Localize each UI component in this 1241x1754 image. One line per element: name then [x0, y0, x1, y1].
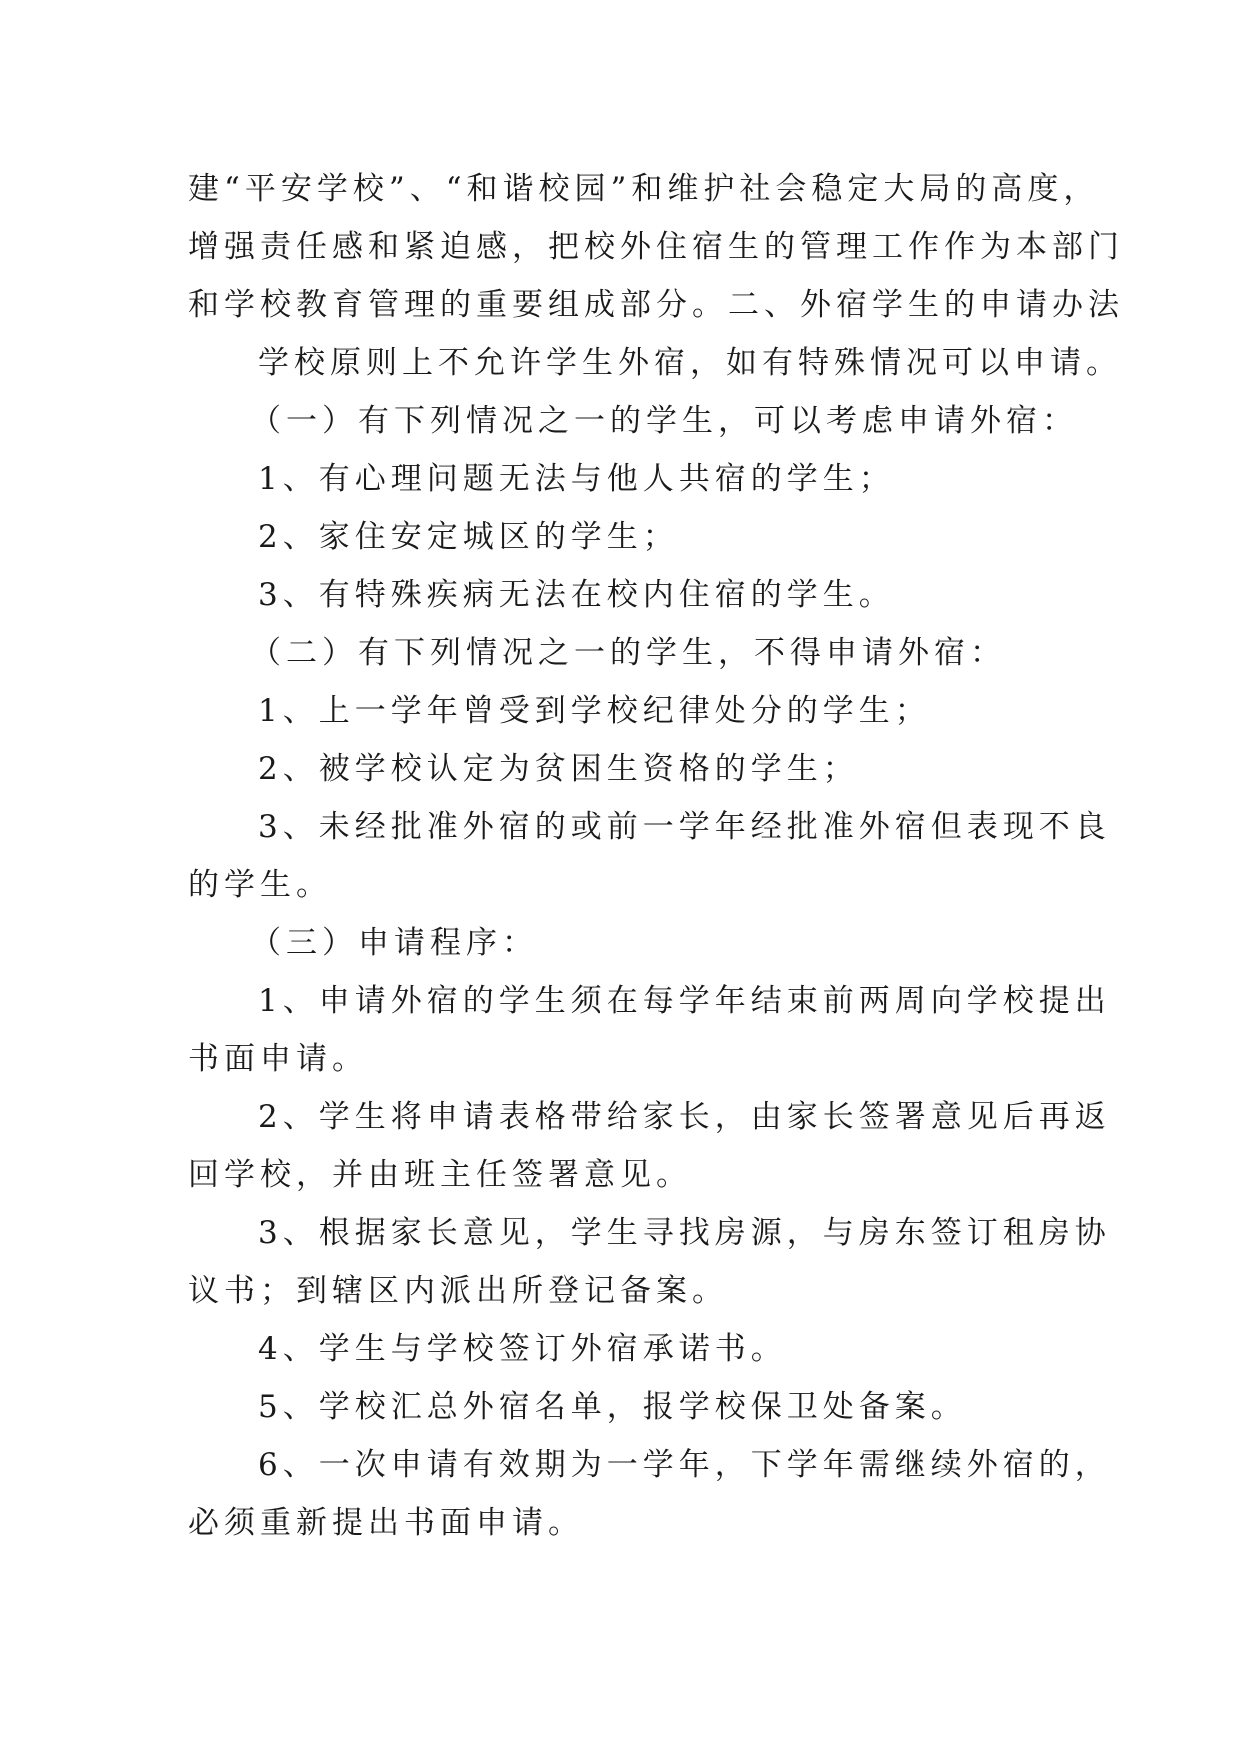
- list-item: 2、家住安定城区的学生；: [258, 519, 679, 555]
- list-item: 5、学校汇总外宿名单，报学校保卫处备案。: [258, 1389, 967, 1425]
- list-item: 3、根据家长意见，学生寻找房源，与房东签订租房协: [258, 1215, 1111, 1251]
- list-item: 2、学生将申请表格带给家长，由家长签署意见后再返: [258, 1099, 1111, 1135]
- list-item: 3、未经批准外宿的或前一学年经批准外宿但表现不良: [258, 809, 1111, 845]
- list-item-continuation: 议书；到辖区内派出所登记备案。: [188, 1273, 728, 1309]
- paragraph-line: 增强责任感和紧迫感，把校外住宿生的管理工作作为本部门: [188, 229, 1124, 265]
- list-item-continuation: 书面申请。: [188, 1041, 368, 1077]
- list-item: 2、被学校认定为贫困生资格的学生；: [258, 751, 859, 787]
- paragraph-line: 建“平安学校”、“和谐校园”和维护社会稳定大局的高度，: [188, 171, 1100, 207]
- section-heading: （三）申请程序：: [250, 925, 538, 961]
- list-item: 1、有心理问题无法与他人共宿的学生；: [258, 461, 895, 497]
- list-item: 1、上一学年曾受到学校纪律处分的学生；: [258, 693, 931, 729]
- list-item: 3、有特殊疾病无法在校内住宿的学生。: [258, 577, 895, 613]
- list-item-continuation: 回学校，并由班主任签署意见。: [188, 1157, 692, 1193]
- paragraph-line: 学校原则上不允许学生外宿，如有特殊情况可以申请。: [258, 345, 1122, 381]
- list-item: 1、申请外宿的学生须在每学年结束前两周向学校提出: [258, 983, 1111, 1019]
- paragraph-line: 和学校教育管理的重要组成部分。二、外宿学生的申请办法: [188, 287, 1124, 323]
- list-item-continuation: 的学生。: [188, 867, 332, 903]
- list-item: 4、学生与学校签订外宿承诺书。: [258, 1331, 787, 1367]
- document-body: [188, 160, 1124, 1552]
- list-item-continuation: 必须重新提出书面申请。: [188, 1505, 584, 1541]
- list-item: 6、一次申请有效期为一学年，下学年需继续外宿的，: [258, 1447, 1111, 1483]
- section-heading: （一）有下列情况之一的学生，可以考虑申请外宿：: [250, 403, 1078, 439]
- section-heading: （二）有下列情况之一的学生，不得申请外宿：: [250, 635, 1006, 671]
